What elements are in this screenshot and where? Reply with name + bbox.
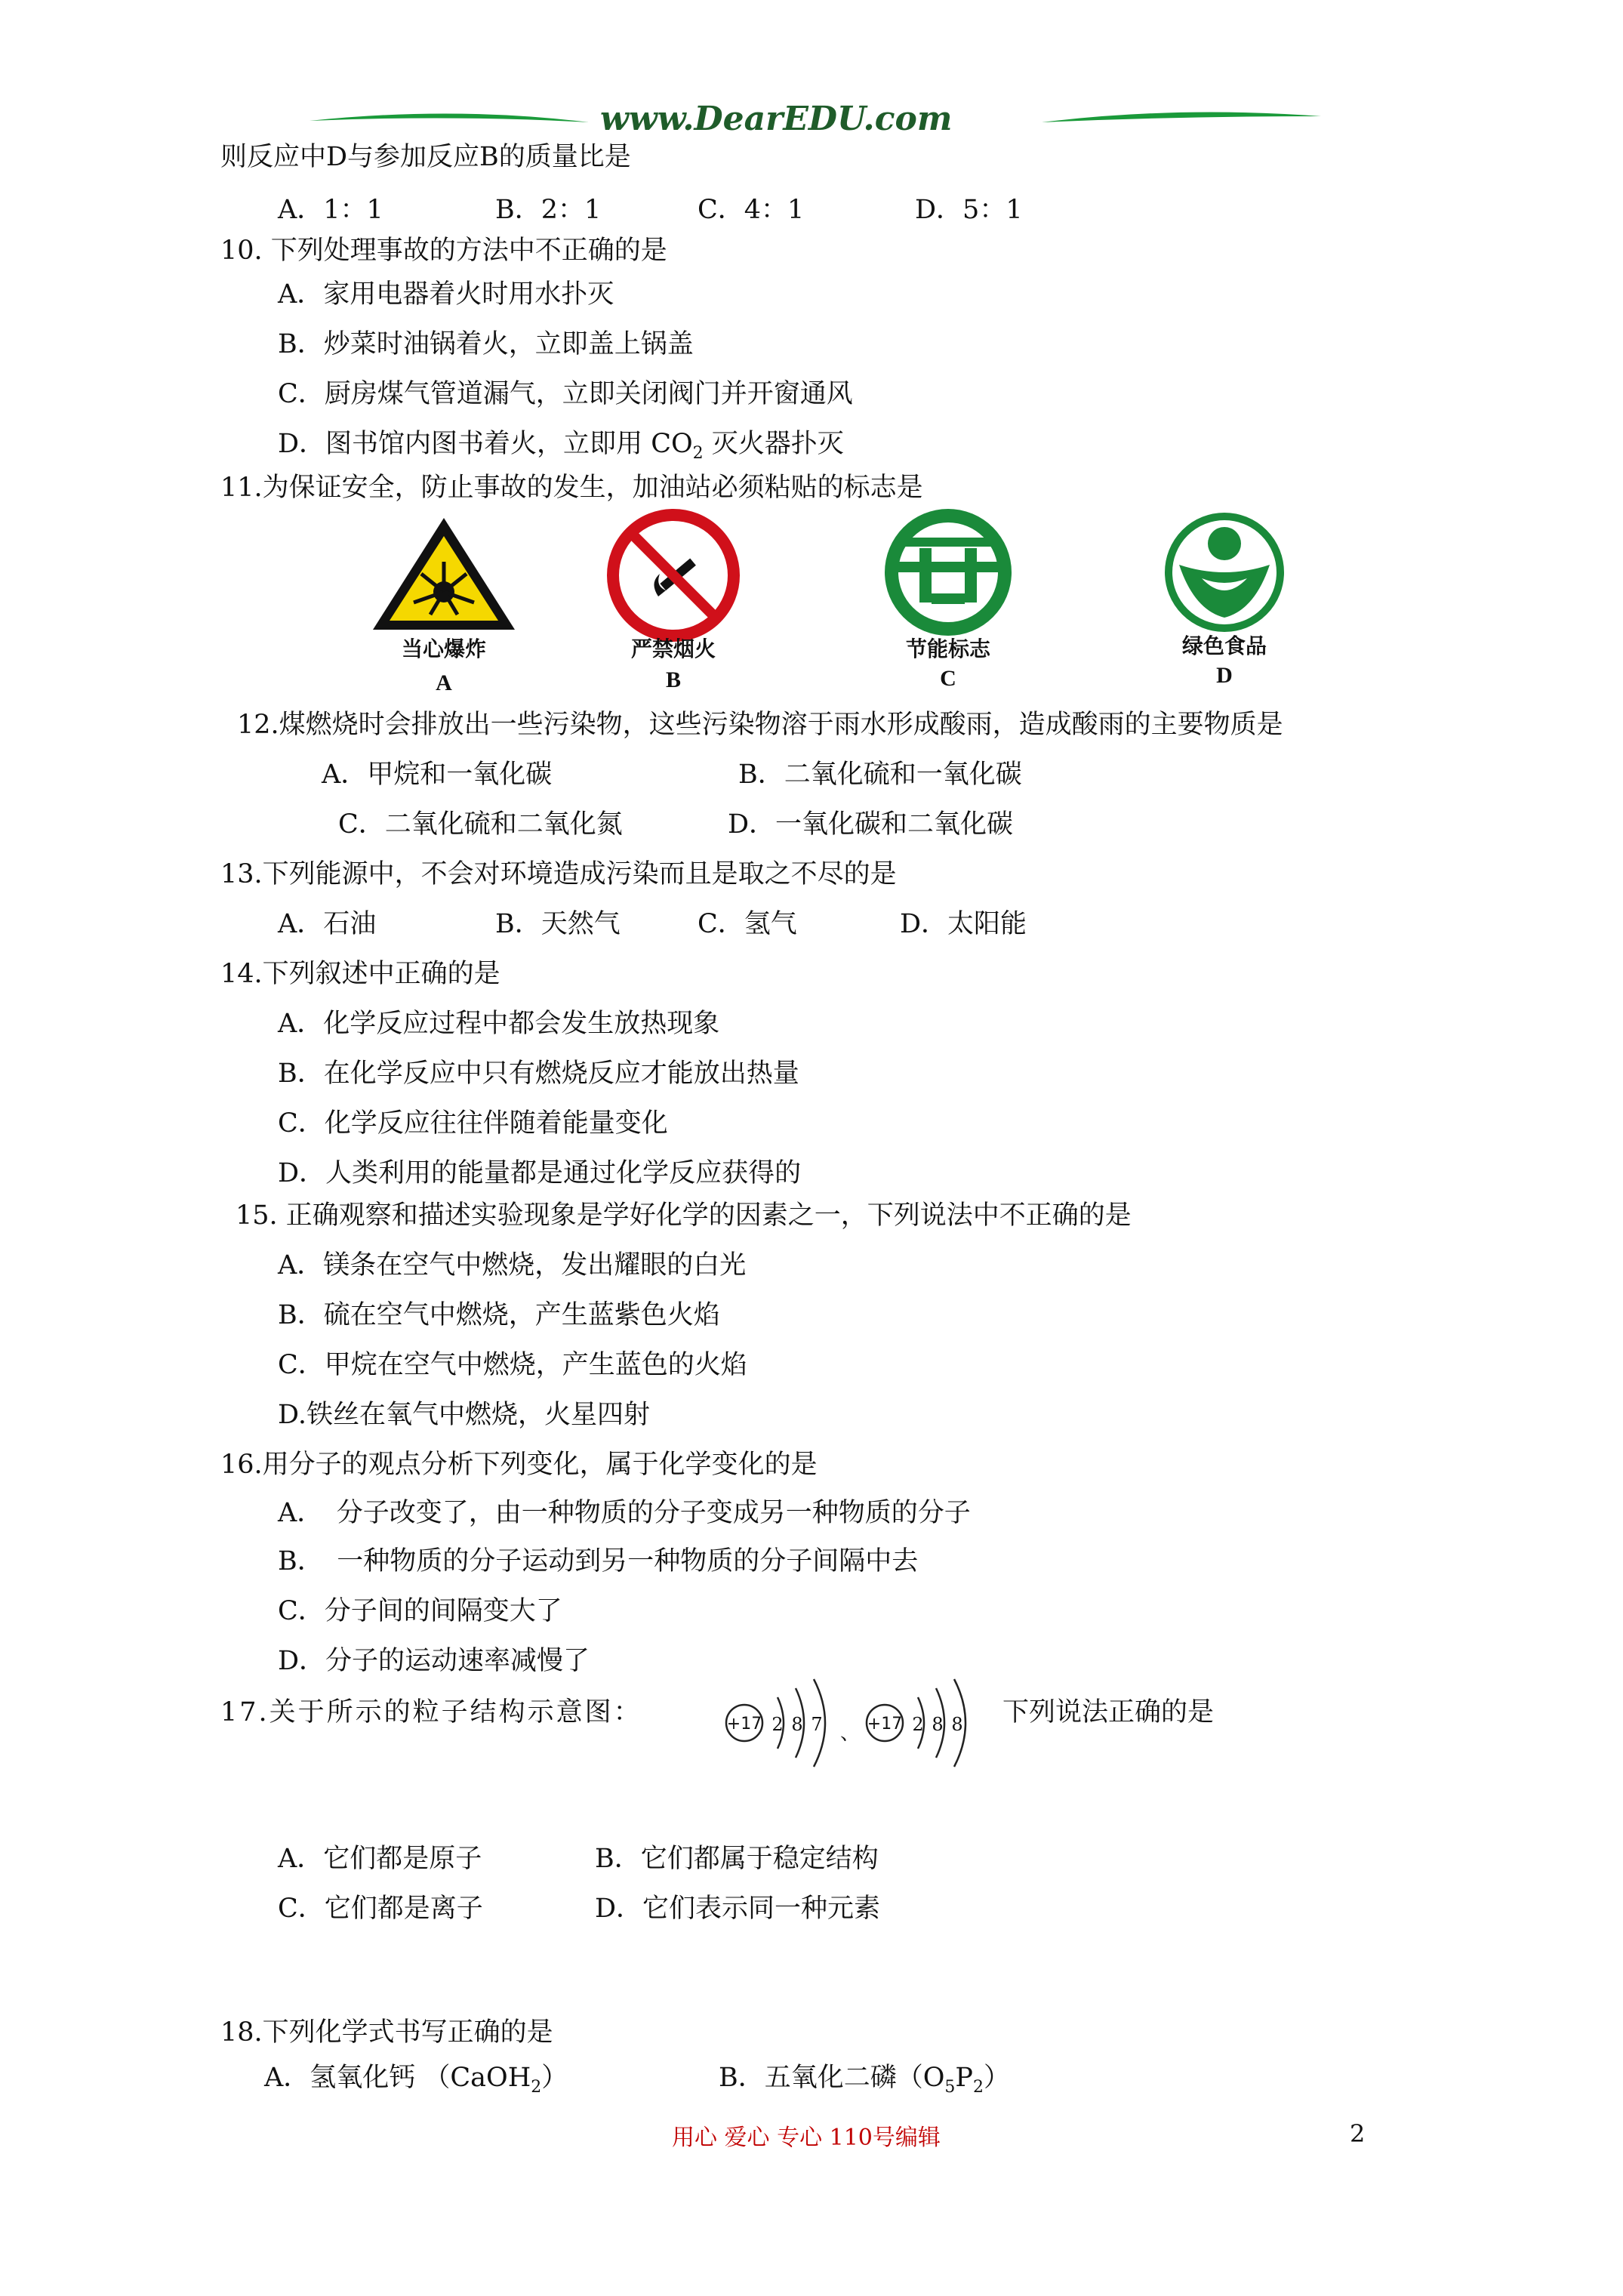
no-smoking-icon xyxy=(605,507,741,643)
q18-option-b-sub2: 2 xyxy=(972,2078,984,2097)
q12-option-a: A．甲烷和一氧化碳 xyxy=(322,760,553,790)
header-site: www.DearEDU.com xyxy=(600,100,953,138)
particle-1-nucleus: +17 xyxy=(726,1715,762,1734)
particle-2-nucleus: +17 xyxy=(867,1715,903,1734)
q18-option-b-sub1: 5 xyxy=(944,2078,956,2097)
particle-separator: 、 xyxy=(839,1722,861,1745)
q18-option-a-suffix: ） xyxy=(541,2063,568,2093)
q16-option-c: C．分子间的间隔变大了 xyxy=(278,1596,562,1626)
q12-option-b: B．二氧化硫和一氧化碳 xyxy=(738,760,1022,790)
q17-option-c: C．它们都是离子 xyxy=(278,1894,483,1924)
sign-c-letter: C xyxy=(940,666,956,691)
q18-option-b xyxy=(719,2061,1010,2104)
q9-option-b: B．2：1 xyxy=(495,195,602,225)
sign-b-caption: 严禁烟火 xyxy=(630,636,716,661)
q10-stem: 10. 下列处理事故的方法中不正确的是 xyxy=(220,236,667,266)
footer-text: 用心 爱心 专心 110号编辑 xyxy=(672,2125,941,2151)
q10-option-d-sub: 2 xyxy=(692,444,704,463)
q10-option-d-prefix: D．图书馆内图书着火，立即用 CO xyxy=(278,429,693,459)
particle-1-shell-1: 2 xyxy=(771,1714,784,1735)
q14-option-c: C．化学反应往往伴随着能量变化 xyxy=(278,1108,668,1139)
particle-structure-diagram xyxy=(717,1676,989,1812)
q12-option-d: D．一氧化碳和二氧化碳 xyxy=(728,809,1014,840)
q18-option-b-mid: P xyxy=(955,2063,973,2093)
q11-stem: 11.为保证安全，防止事故的发生，加油站必须粘贴的标志是 xyxy=(220,473,923,503)
q12-stem: 12.煤燃烧时会排放出一些污染物，这些污染物溶于雨水形成酸雨，造成酸雨的主要物质是 xyxy=(237,710,1283,740)
sign-d-letter: D xyxy=(1216,663,1233,688)
q18-option-b-suffix: ） xyxy=(983,2063,1010,2093)
q15-option-b: B．硫在空气中燃烧，产生蓝紫色火焰 xyxy=(278,1300,720,1330)
q18-option-b-prefix: B．五氧化二磷（O xyxy=(719,2063,945,2093)
q15-option-d: D.铁丝在氧气中燃烧，火星四射 xyxy=(278,1400,650,1430)
particle-2-shell-2: 8 xyxy=(932,1714,944,1735)
particle-2-shell-1: 2 xyxy=(912,1714,924,1735)
header-swoosh-left xyxy=(310,113,589,122)
q15-option-c: C．甲烷在空气中燃烧，产生蓝色的火焰 xyxy=(278,1350,747,1380)
q18-option-a xyxy=(264,2061,568,2104)
q10-option-a: A．家用电器着火时用水扑灭 xyxy=(278,279,614,310)
q16-stem: 16.用分子的观点分析下列变化，属于化学变化的是 xyxy=(220,1450,818,1480)
q17-stem-left: 17.关于所示的粒子结构示意图： xyxy=(220,1697,642,1727)
sign-c-caption: 节能标志 xyxy=(905,636,990,661)
q14-option-b: B．在化学反应中只有燃烧反应才能放出热量 xyxy=(278,1059,799,1089)
sign-b-letter: B xyxy=(665,667,681,692)
q13-option-b: B．天然气 xyxy=(495,909,621,939)
header-swoosh-right xyxy=(1042,112,1321,122)
particle-1-shell-3: 7 xyxy=(811,1714,823,1735)
particle-2-shell-3: 8 xyxy=(951,1714,963,1735)
q10-option-b: B．炒菜时油锅着火，立即盖上锅盖 xyxy=(278,329,694,359)
q13-option-d: D．太阳能 xyxy=(900,909,1027,939)
page-number: 2 xyxy=(1350,2119,1366,2148)
q16-option-a: A． 分子改变了，由一种物质的分子变成另一种物质的分子 xyxy=(278,1498,971,1528)
q9-option-a: A．1：1 xyxy=(278,195,383,225)
q18-option-a-prefix: A．氢氧化钙 （CaOH xyxy=(264,2063,531,2093)
particle-1-shell-2: 8 xyxy=(791,1714,803,1735)
q16-option-b: B． 一种物质的分子运动到另一种物质的分子间隔中去 xyxy=(278,1546,919,1576)
q17-stem-right: 下列说法正确的是 xyxy=(1002,1697,1215,1727)
q18-option-a-sub: 2 xyxy=(531,2078,542,2097)
q18-stem: 18.下列化学式书写正确的是 xyxy=(220,2017,553,2048)
green-food-icon xyxy=(1164,512,1285,633)
q9-option-c: C．4：1 xyxy=(698,195,805,225)
energy-saving-icon xyxy=(880,504,1016,640)
q12-option-c: C．二氧化硫和二氧化氮 xyxy=(338,809,623,840)
q9-stem: 则反应中D与参加反应B的质量比是 xyxy=(220,142,631,172)
q17-option-a: A．它们都是原子 xyxy=(278,1844,482,1874)
q15-stem: 15. 正确观察和描述实验现象是学好化学的因素之一，下列说法中不正确的是 xyxy=(236,1200,1132,1231)
q10-option-c: C．厨房煤气管道漏气，立即关闭阀门并开窗通风 xyxy=(278,379,853,409)
q10-option-d xyxy=(278,427,844,470)
q14-option-d: D．人类利用的能量都是通过化学反应获得的 xyxy=(278,1158,802,1188)
sign-a-caption: 当心爆炸 xyxy=(401,636,486,661)
sign-d-caption: 绿色食品 xyxy=(1181,633,1267,658)
sign-a-letter: A xyxy=(436,670,452,695)
q15-option-a: A．镁条在空气中燃烧，发出耀眼的白光 xyxy=(278,1250,747,1281)
q13-stem: 13.下列能源中，不会对环境造成污染而且是取之不尽的是 xyxy=(220,859,897,889)
explosion-warning-icon xyxy=(368,513,519,634)
q14-stem: 14.下列叙述中正确的是 xyxy=(220,959,500,989)
q17-option-b: B．它们都属于稳定结构 xyxy=(595,1844,879,1874)
q13-option-a: A．石油 xyxy=(278,909,377,939)
q9-option-d: D．5：1 xyxy=(915,195,1023,225)
q16-option-d: D．分子的运动速率减慢了 xyxy=(278,1646,590,1676)
q13-option-c: C．氢气 xyxy=(698,909,797,939)
q10-option-d-suffix: 灭火器扑灭 xyxy=(703,429,844,459)
q17-option-d: D．它们表示同一种元素 xyxy=(595,1894,881,1924)
q14-option-a: A．化学反应过程中都会发生放热现象 xyxy=(278,1009,720,1039)
